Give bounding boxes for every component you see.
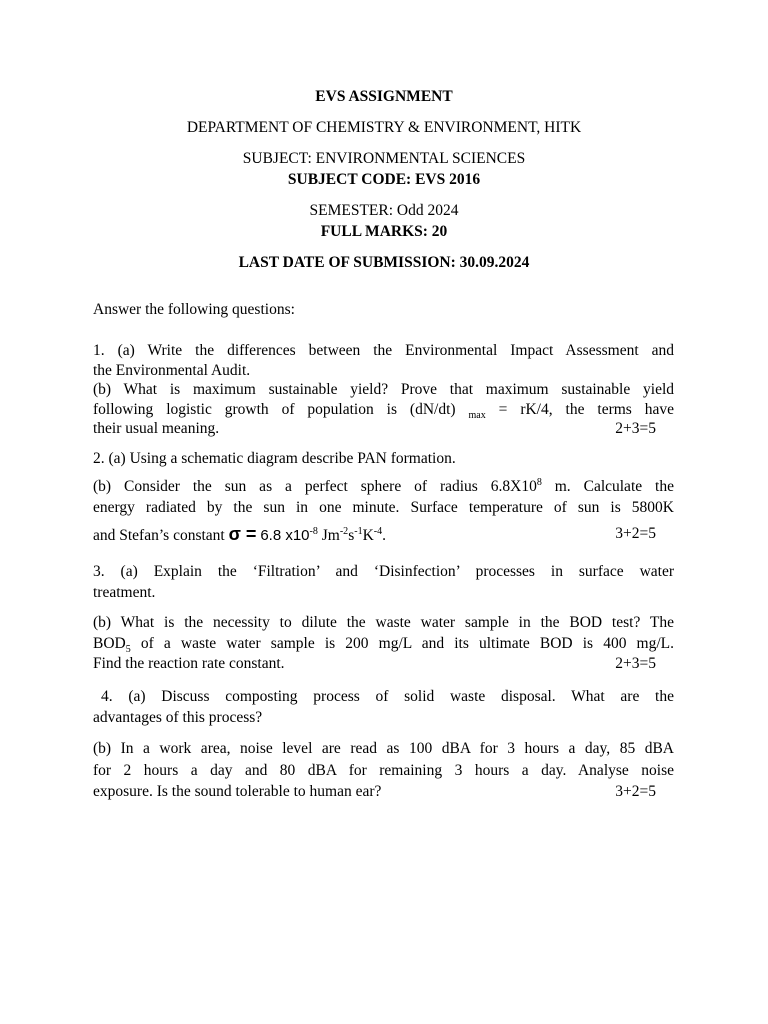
q2-b-line-2: energy radiated by the sun in one minute. Surface temperature of sun is 5800K xyxy=(93,498,674,516)
question-4-b xyxy=(93,738,674,803)
q4-marks: 3+2=5 xyxy=(615,783,656,800)
question-2-b xyxy=(93,477,674,547)
q1-a-line-1: 1. (a) Write the differences between the Environmental Impact Assessment and xyxy=(93,342,674,359)
q4-a-line-2: advantages of this process? xyxy=(93,709,263,726)
question-3-b xyxy=(93,613,674,675)
q3-b-line-2: $BOD_5$ of a waste water sample is 200 mg/L and its ultimate BOD is 400 mg/L. xyxy=(93,634,675,655)
q2-b-line-3: and Stefan’s constant σ = 6.8 $x10^{-8}$ $Jm^{-2}s^{-1}K^{-4}$. 3+2=5 xyxy=(93,524,674,547)
q1-marks: 2+3=5 xyxy=(615,420,656,437)
q3-marks: 2+3=5 xyxy=(615,655,656,672)
q4-b-line-1: (b) In a work area, noise level are read as 100 dBA for 3 hours a day, 85 dBA xyxy=(93,740,674,757)
question-3-a xyxy=(93,561,674,603)
q2-marks: 3+2=5 xyxy=(615,525,656,542)
q3-a-line-1: 3. (a) Explain the ‘Filtration’ and ‘Disinfection’ processes in surface water xyxy=(93,563,674,580)
last-date-line: LAST DATE OF SUBMISSION: 30.09.2024 xyxy=(238,254,530,271)
question-2-a xyxy=(93,449,674,469)
subject-line: SUBJECT: ENVIRONMENTAL SCIENCES xyxy=(242,150,526,167)
q2-a-line: 2. (a) Using a schematic diagram describe PAN formation. xyxy=(93,450,456,467)
q1-b-line-2: following logistic growth of population is (dN/dt) $_{max}$ = rK/4, the terms have xyxy=(93,400,675,421)
department-line: DEPARTMENT OF CHEMISTRY & ENVIRONMENT, HITK xyxy=(186,119,582,136)
doc-title: EVS ASSIGNMENT xyxy=(315,88,453,105)
q4-b-line-3: exposure. Is the sound tolerable to human ear? 3+2=5 xyxy=(93,781,674,803)
q3-a-line-2: treatment. xyxy=(93,584,156,601)
sigma-symbol: σ = xyxy=(228,524,257,544)
q1-b-line-1: (b) What is maximum sustainable yield? Prove that maximum sustainable yield xyxy=(93,381,674,398)
instructions: Answer the following questions: xyxy=(93,301,295,318)
q4-a-line-1: 4. (a) Discuss composting process of solid waste disposal. What are the xyxy=(101,688,674,705)
question-4-a xyxy=(93,686,674,728)
full-marks-line: FULL MARKS: 20 xyxy=(320,223,448,240)
q1-b-line-3: their usual meaning. 2+3=5 xyxy=(93,419,674,439)
question-1 xyxy=(93,341,674,439)
q4-b-line-2: for 2 hours a day and 80 dBA for remaining 3 hours a day. Analyse noise xyxy=(93,761,674,779)
q3-b-line-3: Find the reaction rate constant. 2+3=5 xyxy=(93,654,674,675)
q1-a-line-2: the Environmental Audit. xyxy=(93,361,251,379)
semester-line: SEMESTER: Odd 2024 xyxy=(309,202,459,219)
q2-b-line-1: (b) Consider the sun as a perfect sphere of radius $6.8X10^8$ m. Calculate the xyxy=(93,476,674,495)
subject-code-line: SUBJECT CODE: EVS 2016 xyxy=(287,171,481,188)
q3-b-line-1: (b) What is the necessity to dilute the waste water sample in the BOD test? The xyxy=(93,614,674,631)
